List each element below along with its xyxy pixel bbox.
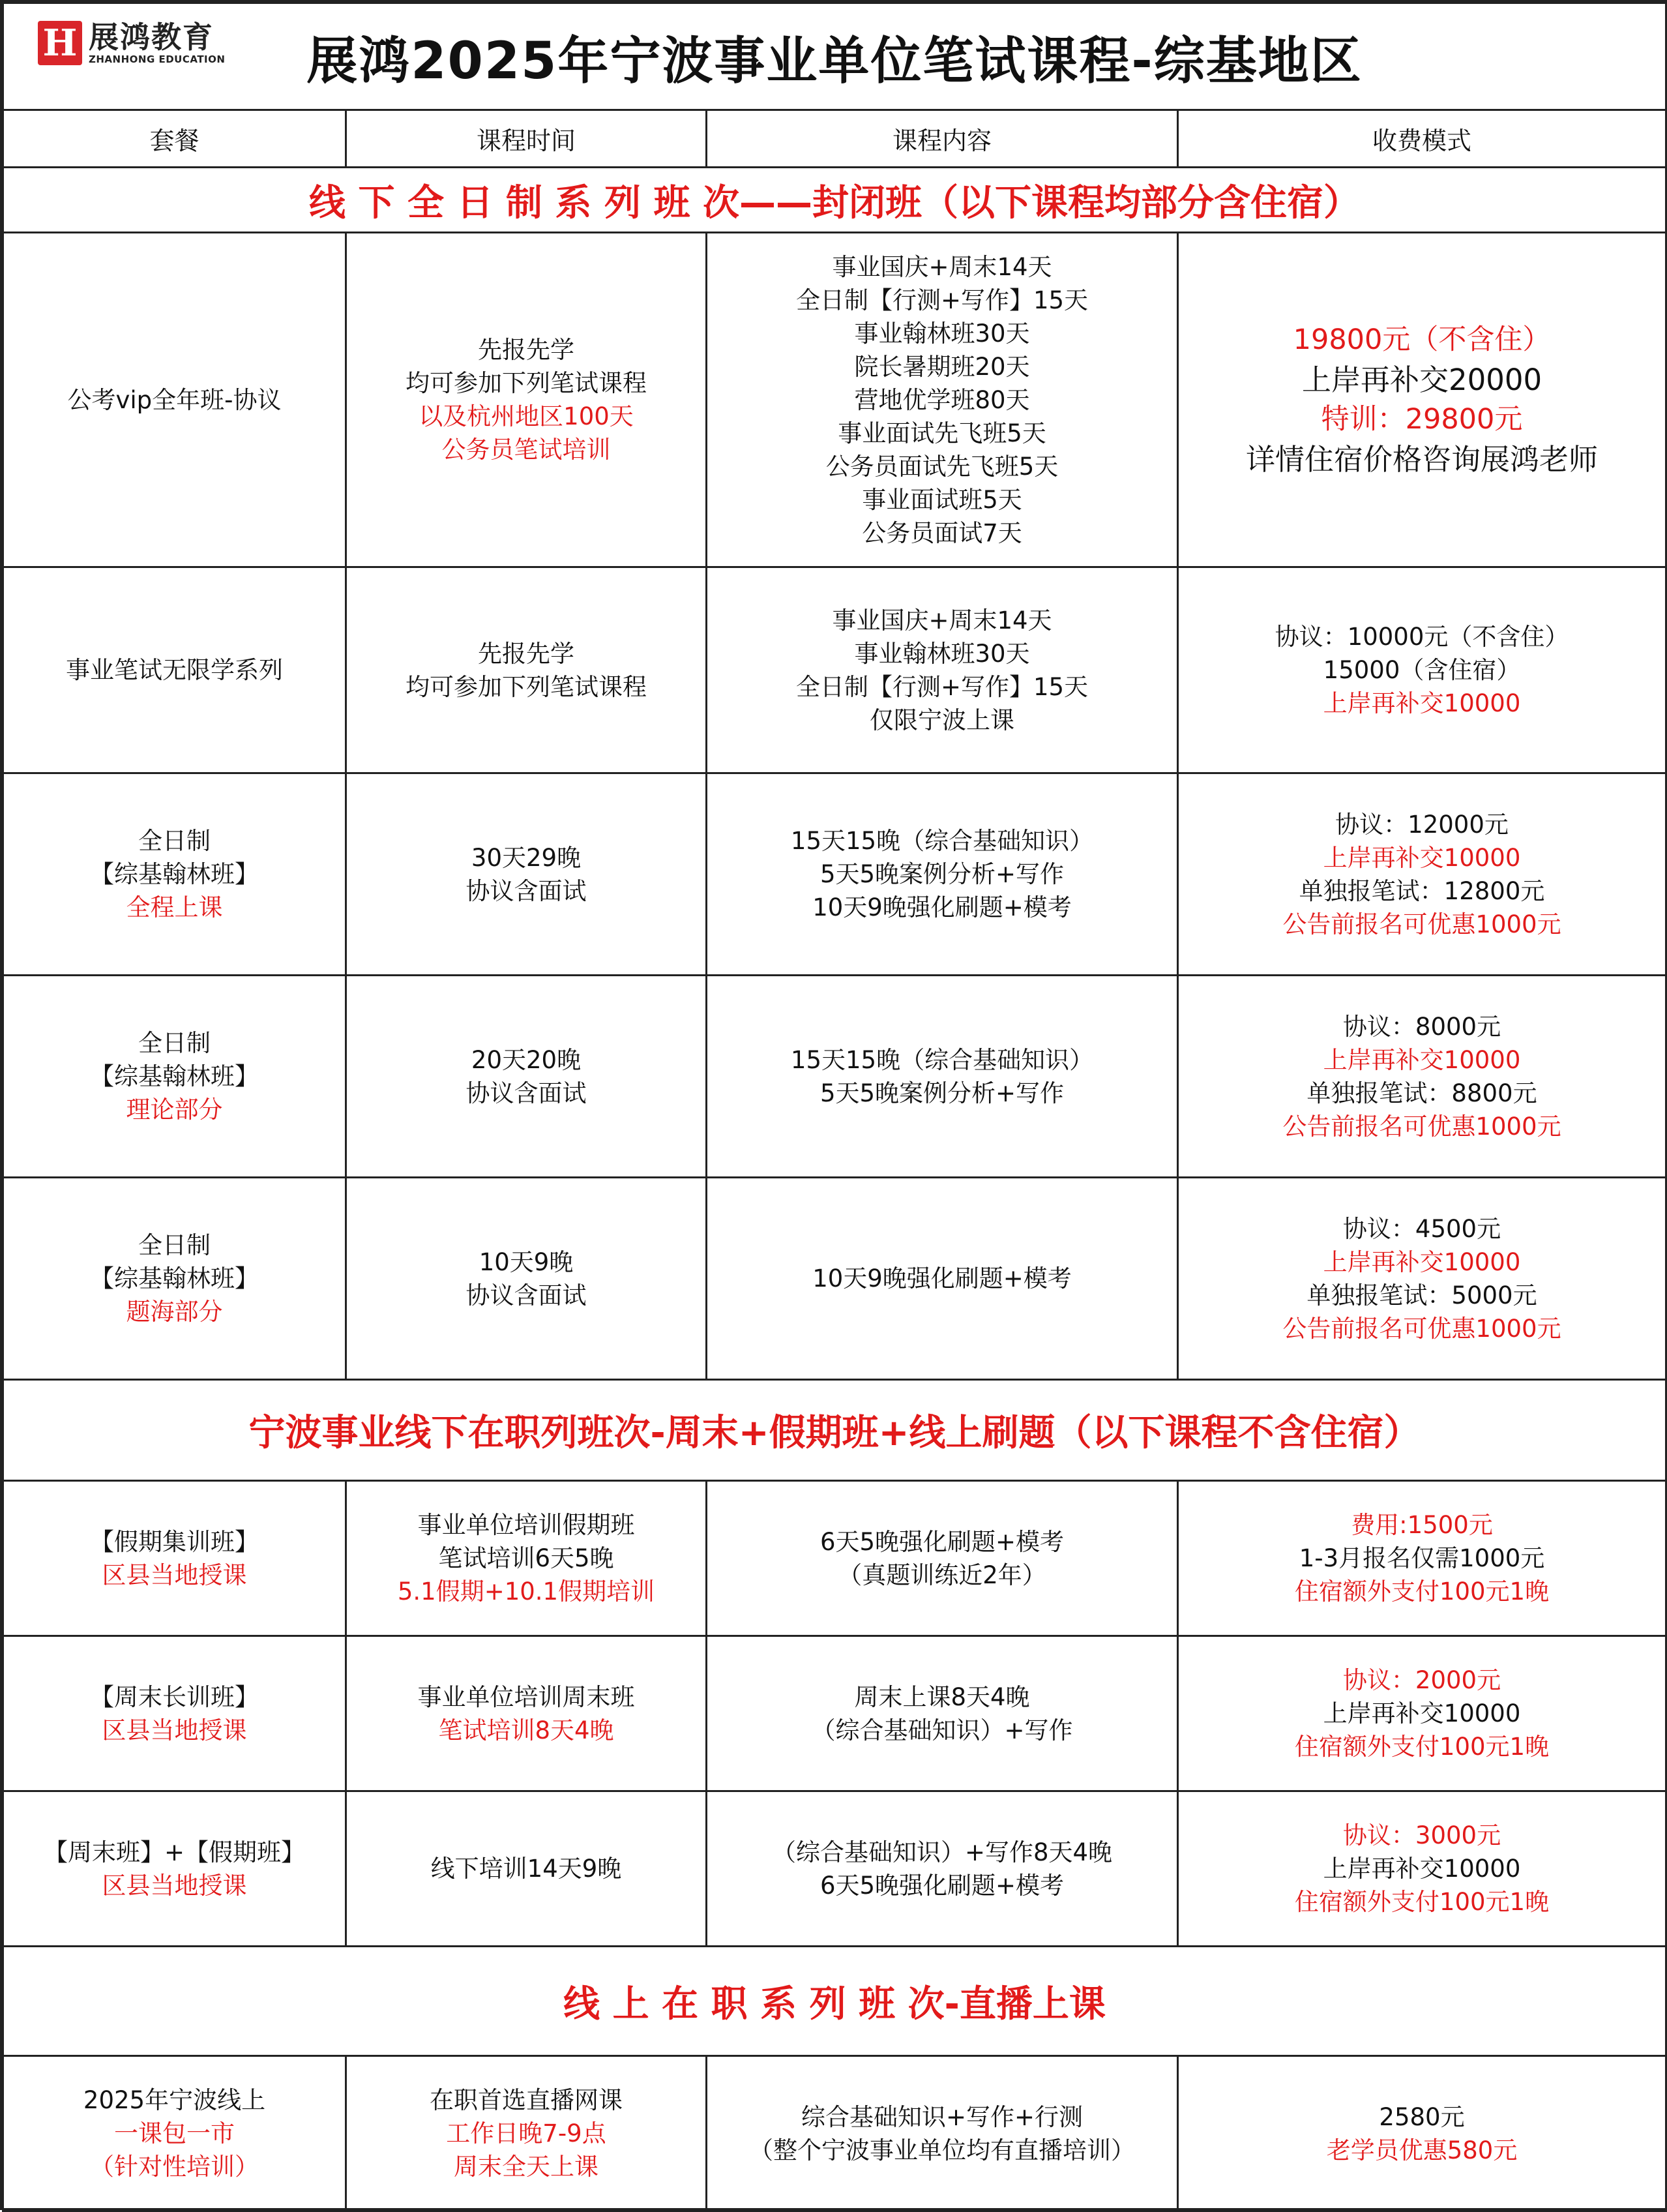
time-line: 20天20晚 (471, 1045, 582, 1074)
col-header-package: 套餐 (3, 110, 346, 168)
content-cell (707, 1791, 1178, 1947)
content-line: （综合基础知识）+写作 (811, 1716, 1073, 1744)
table-row (3, 1791, 1666, 1947)
fee-line: 单独报笔试：12800元 (1299, 876, 1545, 905)
package-line: 区县当地授课 (102, 1561, 247, 1589)
table-row (3, 1178, 1666, 1380)
package-line: 理论部分 (126, 1096, 223, 1124)
fee-line: 2580元 (1379, 2102, 1465, 2131)
content-line: （整个宁波事业单位均有直播培训） (749, 2136, 1135, 2164)
fee-cell (1178, 773, 1666, 976)
content-line: 事业国庆+周末14天 (832, 606, 1052, 635)
fee-line: 1-3月报名仅需1000元 (1299, 1544, 1545, 1572)
fee-line: 协议：10000元（不含住） (1275, 623, 1569, 651)
fee-line: 公告前报名可优惠1000元 (1282, 1112, 1561, 1141)
content-line: 10天9晚强化刷题+模考 (812, 1264, 1072, 1293)
time-line: 均可参加下列笔试课程 (406, 369, 647, 397)
fee-cell (1178, 233, 1666, 567)
content-line: 事业国庆+周末14天 (832, 252, 1052, 281)
title-cell (3, 3, 1666, 110)
time-cell (346, 567, 707, 773)
time-cell (346, 233, 707, 567)
content-line: 公务员面试7天 (862, 518, 1022, 547)
time-line: 协议含面试 (465, 1281, 587, 1309)
package-cell (3, 773, 346, 976)
fee-line: 19800元（不含住） (1293, 323, 1551, 356)
fee-line: 详情住宿价格咨询展鸿老师 (1246, 442, 1599, 477)
package-line: 题海部分 (126, 1298, 223, 1326)
fee-cell (1178, 1636, 1666, 1791)
time-line: 工作日晚7-9点 (446, 2119, 606, 2147)
time-cell (346, 1178, 707, 1380)
content-line: 公务员面试先飞班5天 (825, 452, 1059, 481)
time-line: 周末全天上课 (454, 2153, 598, 2181)
fee-line: 上岸再补交20000 (1301, 363, 1542, 397)
fee-line: 住宿额外支付100元1晚 (1294, 1733, 1550, 1761)
content-cell (707, 233, 1178, 567)
package-cell (3, 233, 346, 567)
content-line: 全日制【行测+写作】15天 (795, 672, 1089, 701)
time-line: 事业单位培训假期班 (417, 1511, 635, 1539)
logo-en-text: ZHANHONG EDUCATION (89, 53, 226, 65)
time-line: 10天9晚 (479, 1248, 574, 1276)
table-row (3, 233, 1666, 567)
time-cell (346, 2056, 707, 2211)
fee-line: 单独报笔试：8800元 (1306, 1079, 1537, 1107)
content-cell (707, 1481, 1178, 1636)
section-row (3, 1947, 1666, 2056)
content-line: 15天15晚（综合基础知识） (790, 827, 1094, 855)
package-cell (3, 976, 346, 1178)
time-cell (346, 773, 707, 976)
time-cell (346, 1791, 707, 1947)
time-line: 协议含面试 (465, 876, 587, 905)
content-line: 事业翰林班30天 (854, 319, 1030, 348)
package-line: 区县当地授课 (102, 1716, 247, 1744)
table-row (3, 2056, 1666, 2211)
fee-line: 住宿额外支付100元1晚 (1294, 1888, 1550, 1916)
time-line: 先报先学 (478, 639, 574, 668)
logo-mark-icon: H (38, 21, 82, 65)
package-line: 全日制 (138, 1029, 211, 1057)
package-line: 【综基翰林班】 (90, 1062, 259, 1090)
time-cell (346, 1636, 707, 1791)
package-cell (3, 1178, 346, 1380)
column-header-row (3, 110, 1666, 168)
fee-line: 协议：4500元 (1342, 1214, 1501, 1243)
time-line: 笔试培训8天4晚 (438, 1716, 614, 1744)
content-cell (707, 1178, 1178, 1380)
section-title-online-live: 线 上 在 职 系 列 班 次-直播上课 (3, 1947, 1666, 2056)
content-line: 6天5晚强化刷题+模考 (819, 1527, 1065, 1556)
fee-line: 费用:1500元 (1351, 1511, 1493, 1539)
package-line: 全日制 (138, 1231, 211, 1259)
time-line: 线下培训14天9晚 (430, 1855, 622, 1883)
package-cell (3, 1636, 346, 1791)
col-header-content: 课程内容 (707, 110, 1178, 168)
fee-line: 15000（含住宿） (1323, 656, 1521, 684)
package-line: 区县当地授课 (102, 1871, 247, 1900)
time-line: 30天29晚 (471, 843, 582, 872)
content-line: 周末上课8天4晚 (854, 1682, 1030, 1711)
content-line: 营地优学班80天 (854, 385, 1030, 414)
package-line: 全程上课 (126, 893, 223, 921)
content-cell (707, 976, 1178, 1178)
content-cell (707, 1636, 1178, 1791)
content-line: （真题训练近2年） (838, 1561, 1046, 1589)
package-line: 全日制 (138, 827, 211, 855)
time-line: 均可参加下列笔试课程 (406, 672, 647, 701)
package-line: 2025年宁波线上 (83, 2086, 266, 2114)
package-line: 【综基翰林班】 (90, 860, 259, 888)
course-table (2, 2, 1667, 2212)
col-header-fee: 收费模式 (1178, 110, 1666, 168)
zhanhong-logo (38, 21, 225, 65)
fee-line: 协议：3000元 (1342, 1821, 1501, 1849)
package-line: 【假期集训班】 (90, 1527, 259, 1556)
time-line: 5.1假期+10.1假期培训 (397, 1577, 655, 1606)
table-row (3, 1636, 1666, 1791)
content-line: 10天9晚强化刷题+模考 (812, 893, 1072, 921)
fee-line: 公告前报名可优惠1000元 (1282, 1314, 1561, 1343)
section-row (3, 168, 1666, 233)
content-cell (707, 773, 1178, 976)
package-cell (3, 567, 346, 773)
time-line: 协议含面试 (465, 1079, 587, 1107)
title-row (3, 3, 1666, 110)
section-row (3, 1380, 1666, 1481)
fee-line: 上岸再补交10000 (1323, 1248, 1521, 1276)
fee-line: 老学员优惠580元 (1326, 2136, 1518, 2164)
fee-line: 住宿额外支付100元1晚 (1294, 1577, 1550, 1606)
fee-cell (1178, 1178, 1666, 1380)
fee-line: 公告前报名可优惠1000元 (1282, 910, 1561, 938)
content-line: 5天5晚案例分析+写作 (819, 1079, 1065, 1107)
package-name: 公考vip全年班-协议 (67, 385, 282, 414)
logo-cn-text: 展鸿教育 (89, 20, 214, 55)
package-line: 【周末班】+【假期班】 (43, 1838, 305, 1866)
fee-line: 协议：2000元 (1342, 1666, 1501, 1694)
fee-line: 特训：29800元 (1321, 403, 1523, 436)
content-line: 5天5晚案例分析+写作 (819, 860, 1065, 888)
fee-line: 协议：8000元 (1342, 1012, 1501, 1041)
content-line: （综合基础知识）+写作8天4晚 (771, 1838, 1113, 1866)
table-row (3, 773, 1666, 976)
fee-line: 上岸再补交10000 (1323, 843, 1521, 872)
time-cell (346, 1481, 707, 1636)
section-title-offline-fulltime: 线 下 全 日 制 系 列 班 次——封闭班（以下课程均部分含住宿） (3, 168, 1666, 233)
content-line: 事业面试先飞班5天 (838, 419, 1046, 447)
time-line: 以及杭州地区100天 (419, 402, 634, 430)
content-line: 事业翰林班30天 (854, 639, 1030, 668)
time-line: 先报先学 (478, 336, 574, 364)
fee-line: 协议：12000元 (1335, 810, 1509, 839)
package-line: 【周末长训班】 (90, 1682, 259, 1711)
package-cell (3, 1791, 346, 1947)
content-cell (707, 2056, 1178, 2211)
time-cell (346, 976, 707, 1178)
content-line: 6天5晚强化刷题+模考 (819, 1871, 1065, 1900)
time-line: 公务员笔试培训 (441, 436, 611, 464)
content-line: 院长暑期班20天 (854, 352, 1030, 381)
fee-line: 上岸再补交10000 (1323, 1855, 1521, 1883)
content-line: 全日制【行测+写作】15天 (795, 286, 1089, 314)
package-cell (3, 2056, 346, 2211)
content-line: 仅限宁波上课 (870, 706, 1014, 734)
content-line: 综合基础知识+写作+行测 (801, 2102, 1083, 2131)
package-line: 【综基翰林班】 (90, 1264, 259, 1293)
time-line: 事业单位培训周末班 (417, 1682, 635, 1711)
table-row (3, 976, 1666, 1178)
package-name: 事业笔试无限学系列 (66, 656, 283, 684)
fee-cell (1178, 976, 1666, 1178)
package-line: （针对性培训） (90, 2153, 259, 2181)
package-line: 一课包一市 (114, 2119, 235, 2147)
col-header-time: 课程时间 (346, 110, 707, 168)
section-title-weekend-holiday: 宁波事业线下在职列班次-周末+假期班+线上刷题（以下课程不含住宿） (3, 1380, 1666, 1481)
time-line: 笔试培训6天5晚 (438, 1544, 614, 1572)
fee-cell (1178, 1791, 1666, 1947)
fee-line: 上岸再补交10000 (1323, 1045, 1521, 1074)
content-cell (707, 567, 1178, 773)
content-line: 15天15晚（综合基础知识） (790, 1045, 1094, 1074)
page-title: 展鸿2025年宁波事业单位笔试课程-综基地区 (306, 31, 1363, 91)
content-line: 事业面试班5天 (862, 485, 1022, 514)
table-row (3, 1481, 1666, 1636)
fee-cell (1178, 2056, 1666, 2211)
table-row (3, 567, 1666, 773)
fee-line: 上岸再补交10000 (1323, 689, 1521, 717)
time-line: 在职首选直播网课 (430, 2086, 623, 2114)
fee-line: 上岸再补交10000 (1323, 1699, 1521, 1727)
fee-line: 单独报笔试：5000元 (1306, 1281, 1537, 1309)
fee-cell (1178, 567, 1666, 773)
package-cell (3, 1481, 346, 1636)
fee-cell (1178, 1481, 1666, 1636)
